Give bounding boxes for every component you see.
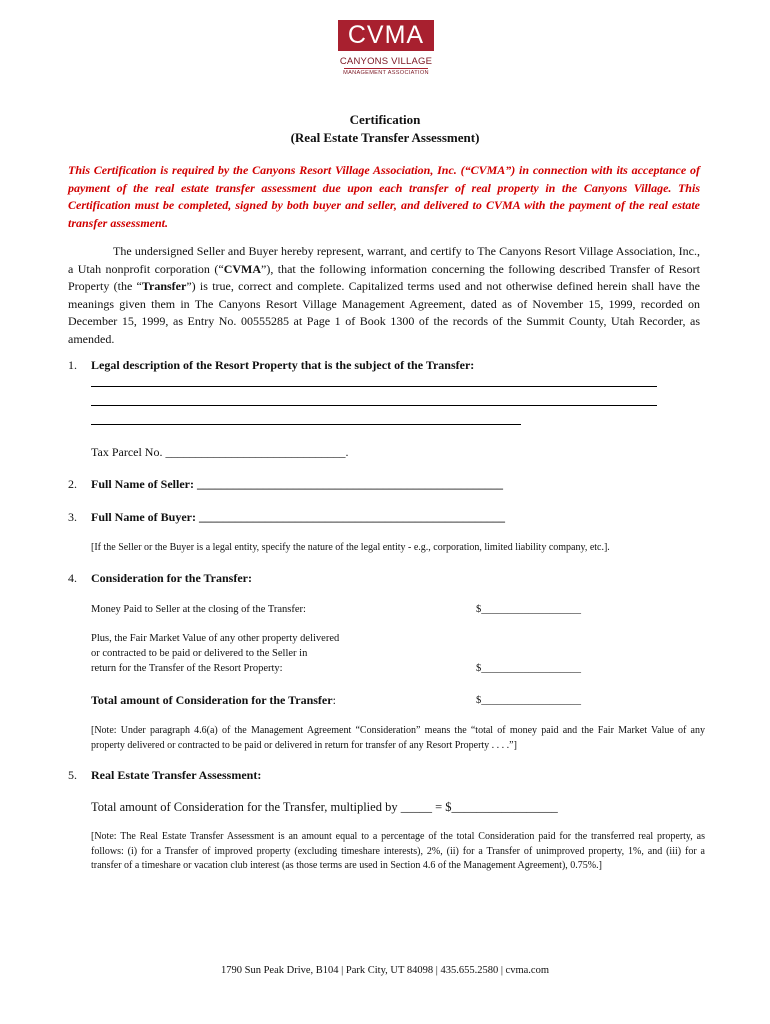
money-paid-label: Money Paid to Seller at the closing of the Transfer: (91, 604, 306, 615)
footer-address: 1790 Sun Peak Drive, B104 | Park City, UT 84098 | 435.655.2580 | cvma.com (221, 965, 549, 976)
body-text-part1: The undersigned Seller and Buyer hereby represent, warrant, and certify to The Canyons Resort Village Association, Inc., a Utah nonprofit corporation (“ (68, 244, 700, 276)
transfer-term: Transfer (141, 279, 187, 293)
section-1-number: 1. (68, 358, 77, 372)
section-1-heading: Legal description of the Resort Property that is the subject of the Transfer: (91, 358, 475, 372)
buyer-name-row (91, 510, 505, 525)
total-consideration-field[interactable]: $___________________ (476, 695, 581, 706)
document-title: Certification (349, 112, 421, 127)
assessment-rate-field[interactable]: _____ (400, 800, 432, 814)
seller-name-field[interactable]: ___________________________________________________ (196, 477, 503, 491)
legal-description-line-3[interactable] (91, 424, 521, 425)
legal-description-line-2[interactable] (91, 405, 657, 406)
consideration-note: [Note: Under paragraph 4.6(a) of the Management Agreement “Consideration” means the “total of money paid and the Fair Market Value of any property delivered or contracted to be paid or delivered in return for transfer of any Resort Property . . . .”] (91, 725, 705, 751)
section-4-number: 4. (68, 571, 77, 585)
entity-note: [If the Seller or the Buyer is a legal entity, specify the nature of the legal entity - e.g., corporation, limited liability company, etc.]. (91, 542, 610, 553)
cvma-logo (338, 20, 434, 76)
body-text-part2: ”), that the following information concerning the following described Transfer of Resort Property (the “ (68, 261, 701, 293)
logo-mark: CVMA (338, 20, 434, 51)
fmv-field[interactable]: $___________________ (476, 663, 581, 674)
logo-line1: CANYONS VILLAGE (339, 56, 433, 67)
section-5-number: 5. (68, 768, 77, 782)
section-5-heading: Real Estate Transfer Assessment: (91, 768, 262, 782)
cvma-term: CVMA (223, 261, 262, 276)
logo-line2: MANAGEMENT ASSOCIATION (343, 70, 429, 76)
buyer-name-field[interactable]: ___________________________________________________ (198, 510, 505, 524)
assessment-calc-row (91, 800, 558, 815)
fmv-label-line-1: Plus, the Fair Market Value of any other property delivered (91, 633, 340, 644)
legal-description-line-1[interactable] (91, 386, 657, 387)
logo-divider (344, 68, 428, 69)
tax-parcel-label: Tax Parcel No. (91, 445, 166, 459)
fmv-label-line-2: or contracted to be paid or delivered to the Seller in (91, 648, 308, 659)
total-consideration-colon: : (332, 693, 336, 707)
fmv-label-line-3: return for the Transfer of the Resort Property: (91, 663, 283, 674)
assessment-amount-field[interactable]: _________________ (451, 800, 558, 814)
assessment-calc-label: Total amount of Consideration for the Transfer, multiplied by (91, 800, 401, 814)
assessment-equals: = $ (431, 800, 452, 814)
section-2-number: 2. (68, 477, 77, 491)
tax-parcel-field[interactable]: ______________________________ (165, 445, 346, 459)
tax-parcel-period: . (345, 445, 349, 459)
document-subtitle: (Real Estate Transfer Assessment) (290, 130, 480, 145)
section-3-number: 3. (68, 510, 77, 524)
total-consideration-label (91, 693, 336, 708)
body-text-part3: ”) is true, correct and complete. Capitalized terms used and not otherwise defined herein shall have the meanings given them in The Canyons Resort Village Management Agreement, dated as of November 15, 1999, recorded on December 15, 1999, as Entry No. 00555285 at Page 1 of Book 1300 of the records of the Summit County, Utah Recorder, as amended. (68, 279, 700, 346)
section-4-heading: Consideration for the Transfer: (91, 571, 252, 585)
money-paid-field[interactable]: $___________________ (476, 604, 581, 615)
seller-name-row (91, 477, 503, 492)
certification-paragraph (68, 243, 700, 348)
assessment-note: [Note: The Real Estate Transfer Assessment is an amount equal to a percentage of the total Consideration paid for the transferred real property, as follows: (i) for a Transfer of improved property (excluding timeshare interests), 2%, (ii) for a Transfer of unimproved property, 1%, and (iii) for a transfer of a timeshare or vacation club interest (as those terms are used in Section 4.6 of the Management Agreement), 0.75%.] (91, 831, 705, 871)
total-consideration-text: Total amount of Consideration for the Transfer (91, 693, 333, 707)
intro-notice: This Certification is required by the Canyons Resort Village Association, Inc. (“CVMA”) in connection with its acceptance of payment of the real estate transfer assessment due upon each transfer of real property in the Canyons Village. This Certification must be completed, signed by both buyer and seller, and delivered to CVMA with the payment of the real estate transfer assessment. (68, 163, 700, 230)
buyer-name-label: Full Name of Buyer: (91, 510, 196, 524)
seller-name-label: Full Name of Seller: (91, 477, 194, 491)
tax-parcel-row (91, 445, 348, 460)
